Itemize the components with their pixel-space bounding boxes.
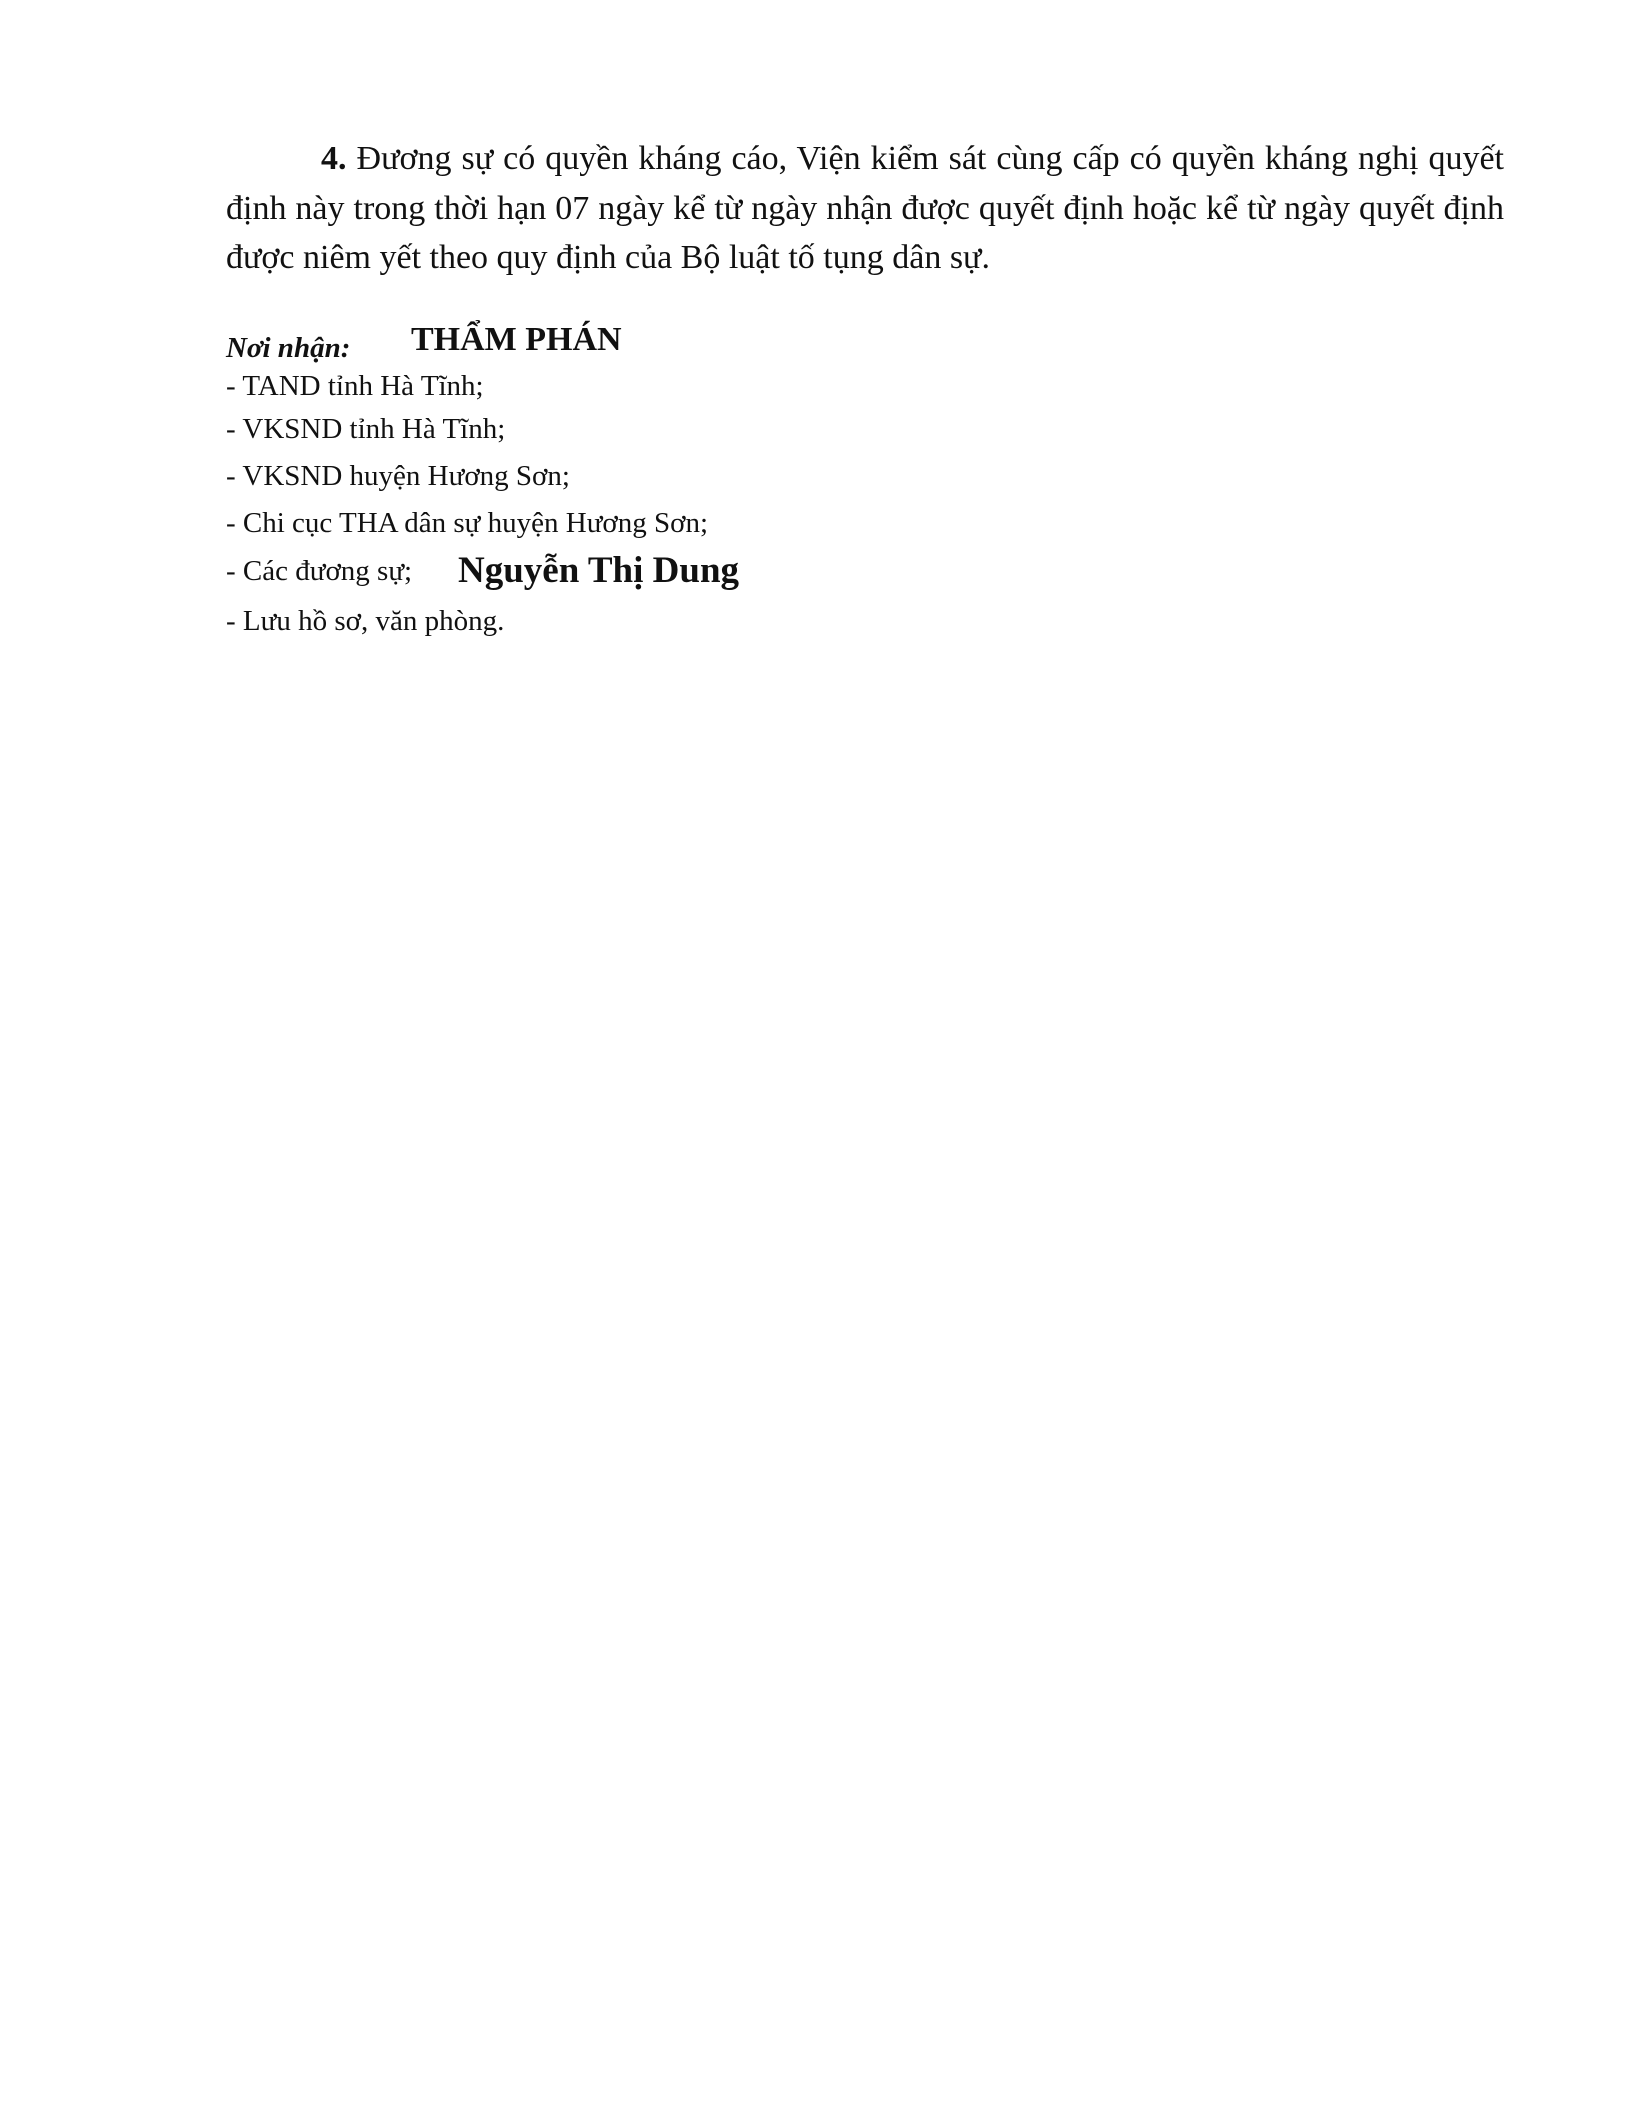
judge-title: THẨM PHÁN — [411, 321, 622, 358]
recipient-item: - Chi cục THA dân sự huyện Hương Sơn; — [226, 507, 709, 539]
judge-name: Nguyễn Thị Dung — [458, 550, 740, 591]
recipient-item: - TAND tỉnh Hà Tĩnh; — [226, 370, 484, 402]
paragraph-text: Đương sự có quyền kháng cáo, Viện kiểm sát cùng cấp có quyền kháng nghị quyết định này trong thời hạn 07 ngày kể từ ngày nhận được quyết định hoặc kể từ ngày quyết định được niêm yết theo quy định của Bộ luật tố tụng dân sự. — [226, 140, 1504, 276]
paragraph-number: 4. — [321, 140, 347, 177]
recipient-item: - VKSND tỉnh Hà Tĩnh; — [226, 413, 506, 445]
recipient-item: - Các đương sự; — [226, 555, 413, 587]
recipient-item: - Lưu hồ sơ, văn phòng. — [226, 605, 505, 637]
recipient-item: - VKSND huyện Hương Sơn; — [226, 460, 570, 492]
recipients-label: Nơi nhận: — [226, 332, 351, 364]
appeal-rights-paragraph — [226, 134, 1504, 283]
